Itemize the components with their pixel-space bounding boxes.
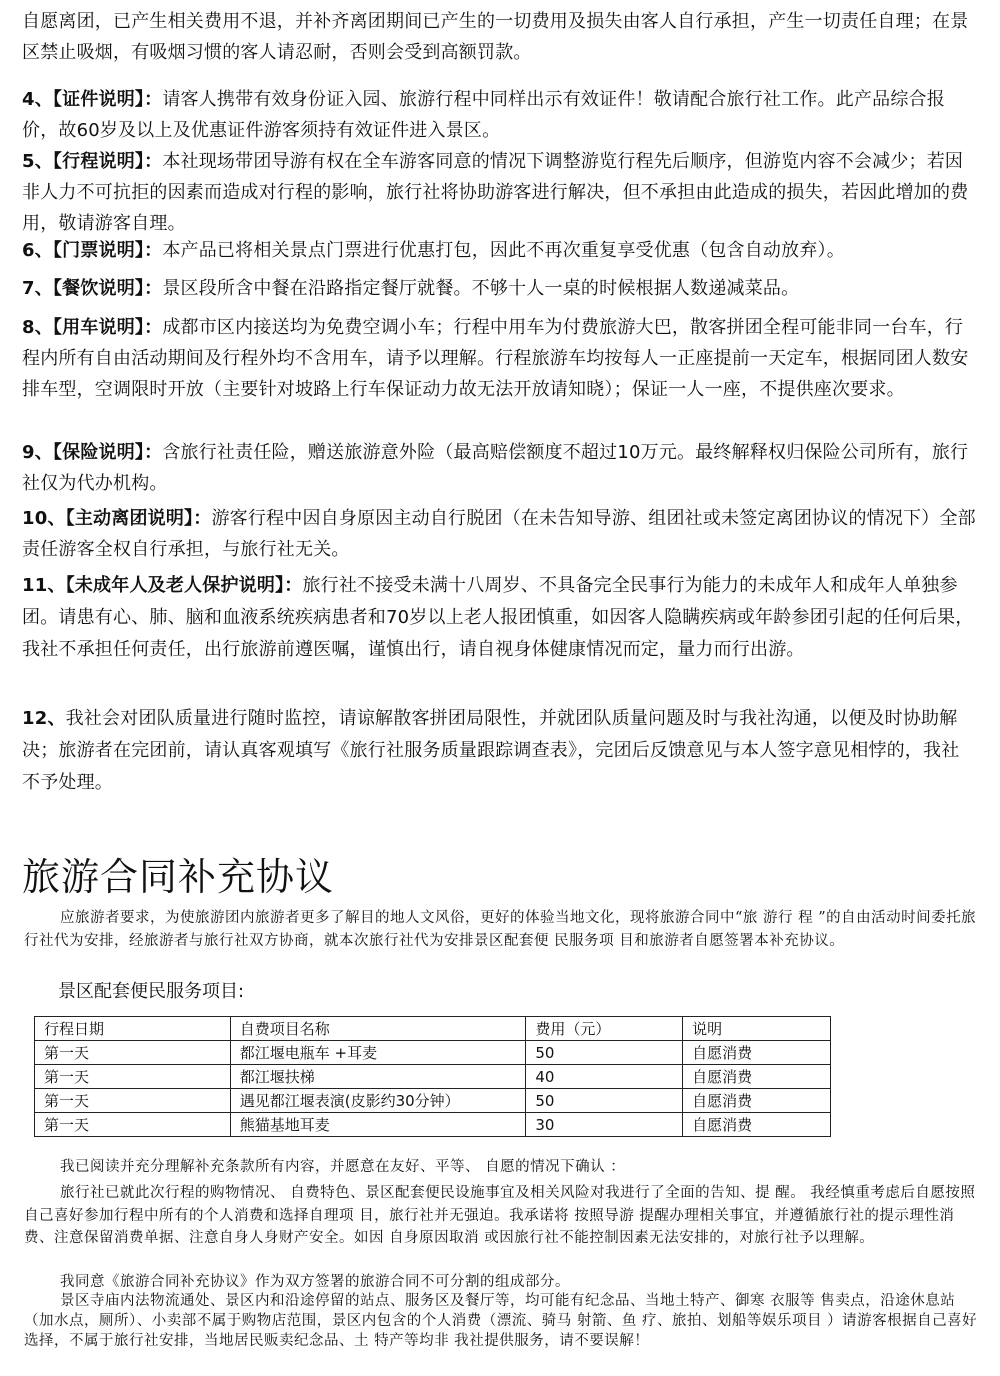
rule-text: 成都市区内接送均为免费空调小车；行程中用车为付费旅游大巴，散客拼团全程可能非同一台车，行程内所有自由活动期间及行程外均不含用车，请予以理解。行程旅游车均按每人一正座提前一天定车，根据同团人数安排车型，空调限时开放（主要针对坡路上行车保证动力故无法开放请知晓）；保证一人一座，不提供座次要求。 bbox=[22, 317, 969, 400]
row-date: 第一天 bbox=[35, 1041, 231, 1065]
header-item: 自费项目名称 bbox=[230, 1017, 526, 1041]
rule-9-insurance bbox=[22, 437, 977, 499]
rule-12-quality bbox=[22, 703, 977, 799]
rule-8-vehicles bbox=[22, 312, 977, 405]
row-item: 遇见都江堰表演(皮影约30分钟） bbox=[230, 1089, 526, 1113]
row-date: 第一天 bbox=[35, 1113, 231, 1137]
rule-text: 含旅行社责任险，赠送旅游意外险（最高赔偿额度不超过10万元。最终解释权归保险公司所有，旅行社仅为代办机构。 bbox=[22, 442, 969, 494]
rule-4-documents bbox=[22, 84, 977, 146]
header-date: 行程日期 bbox=[35, 1017, 231, 1041]
table-row bbox=[35, 1089, 831, 1113]
row-date: 第一天 bbox=[35, 1089, 231, 1113]
rule-6-tickets bbox=[22, 235, 977, 266]
rule-label: 5、【行程说明】： bbox=[22, 151, 163, 172]
row-fee: 40 bbox=[526, 1065, 683, 1089]
row-fee: 30 bbox=[526, 1113, 683, 1137]
row-fee: 50 bbox=[526, 1041, 683, 1065]
table-row bbox=[35, 1113, 831, 1137]
row-fee: 50 bbox=[526, 1089, 683, 1113]
row-item: 都江堰电瓶车 +耳麦 bbox=[230, 1041, 526, 1065]
supplement-intro: 应旅游者要求，为使旅游团内旅游者更多了解目的地人文风俗，更好的体验当地文化，现将旅游合同中“旅 游行 程 ”的自由活动时间委托旅行社代为安排，经旅游者与旅行社双方协商，就本次旅行社代为安排景区配套便 民服务项 目和旅游者自愿签署本补充协议。 bbox=[24, 910, 977, 949]
table-heading: 景区配套便民服务项目: bbox=[58, 981, 245, 1002]
agreement-line: 我同意《旅游合同补充协议》作为双方签署的旅游合同不可分割的组成部分。 bbox=[60, 1274, 570, 1290]
table-row bbox=[35, 1041, 831, 1065]
rule-text: 自愿离团，已产生相关费用不退，并补齐离团期间已产生的一切费用及损失由客人自行承担，产生一切责任自理；在景区禁止吸烟，有吸烟习惯的客人请忍耐，否则会受到高额罚款。 bbox=[22, 11, 969, 63]
rule-label: 12、 bbox=[22, 708, 66, 729]
rule-label: 7、【餐饮说明】： bbox=[22, 278, 163, 299]
rule-text: 旅行社不接受未满十八周岁、不具备完全民事行为能力的未成年人和成年人单独参团。请患有心、肺、脑和血液系统疾病患者和70岁以上老人报团慎重，如因客人隐瞒疾病或年龄参团引起的任何后果，我社不承担任何责任，出行旅游前遵医嘱，谨慎出行，请自视身体健康情况而定，量力而行出游。 bbox=[22, 575, 974, 660]
row-item: 都江堰扶梯 bbox=[230, 1065, 526, 1089]
rule-label: 6、【门票说明】： bbox=[22, 240, 163, 261]
row-date: 第一天 bbox=[35, 1065, 231, 1089]
header-note: 说明 bbox=[683, 1017, 831, 1041]
row-note: 自愿消费 bbox=[683, 1041, 831, 1065]
services-table bbox=[34, 1016, 831, 1137]
rule-label: 10、【主动离团说明】： bbox=[22, 508, 212, 529]
rule-5-itinerary bbox=[22, 146, 977, 239]
rule-text: 我社会对团队质量进行随时监控，请谅解散客拼团局限性，并就团队质量问题及时与我社沟通，以便及时协助解决；旅游者在完团前，请认真客观填写《旅行社服务质量跟踪调查表》，完团后反馈意见与本人签字意见相悖的，我社不予处理。 bbox=[22, 708, 960, 793]
row-note: 自愿消费 bbox=[683, 1113, 831, 1137]
rule-label: 9、【保险说明】： bbox=[22, 442, 163, 463]
table-row bbox=[35, 1065, 831, 1089]
confirmation-line: 我已阅读并充分理解补充条款所有内容，并愿意在友好、平等、 自愿的情况下确认 ： bbox=[60, 1159, 626, 1175]
rule-label: 8、【用车说明】： bbox=[22, 317, 163, 338]
rule-11-minors-elderly bbox=[22, 570, 977, 666]
rule-label: 4、【证件说明】： bbox=[22, 89, 163, 110]
header-fee: 费用（元） bbox=[526, 1017, 683, 1041]
rule-text: 本产品已将相关景点门票进行优惠打包，因此不再次重复享受优惠（包含自动放弃）。 bbox=[162, 240, 845, 261]
row-note: 自愿消费 bbox=[683, 1065, 831, 1089]
rule-10-leaving-group bbox=[22, 503, 977, 565]
rule-7-meals bbox=[22, 273, 977, 304]
rule-text: 景区段所含中餐在沿路指定餐厅就餐。不够十人一桌的时候根据人数递减菜品。 bbox=[162, 278, 800, 299]
table-header-row bbox=[35, 1017, 831, 1041]
supplement-title: 旅游合同补充协议 bbox=[22, 855, 335, 899]
rule-text: 本社现场带团导游有权在全车游客同意的情况下调整游览行程先后顺序，但游览内容不会减少；若因非人力不可抗拒的因素而造成对行程的影响，旅行社将协助游客进行解决，但不承担由此造成的损失，若因此增加的费用，敬请游客自理。 bbox=[22, 151, 969, 234]
row-note: 自愿消费 bbox=[683, 1089, 831, 1113]
statement-paragraph: 旅行社已就此次行程的购物情况、 自费特色、景区配套便民设施事宜及相关风险对我进行了全面的告知、提 醒。 我经慎重考虑后自愿按照自己喜好参加行程中所有的个人消费和选择自理项 目，旅行社并无强迫。我承诺将 按照导游 提醒办理相关事宜，并遵循旅行社的提示理性消费、注意保留消费单据、注意自身人身财产安全。如因 自身原因取消 或因旅行社不能控制因素无法安排的，对旅行社予以理解。 bbox=[24, 1185, 976, 1246]
row-item: 熊猫基地耳麦 bbox=[230, 1113, 526, 1137]
shopping-note: 景区寺庙内法物流通处、景区内和沿途停留的站点、服务区及餐厅等，均可能有纪念品、当地土特产、御寒 衣服等 售卖点，沿途休息站（加水点，厕所）、小卖部不属于购物店范围，景区内包含的个人消费（漂流、骑马 射箭、鱼 疗、旅拍、划船等娱乐项目 ）请游客根据自己喜好选择，不属于旅行社安排，当地居民贩卖纪念品、土 特产等均非 我社提供服务，请不要误解！ bbox=[24, 1293, 978, 1349]
rule-text: 游客行程中因自身原因主动自行脱团（在未告知导游、组团社或未签定离团协议的情况下）全部责任游客全权自行承担，与旅行社无关。 bbox=[22, 508, 976, 560]
rule-text: 请客人携带有效身份证入园、旅游行程中同样出示有效证件！敬请配合旅行社工作。此产品综合报价，故60岁及以上及优惠证件游客须持有效证件进入景区。 bbox=[22, 89, 945, 141]
rule-label: 11、【未成年人及老人保护说明】： bbox=[22, 575, 303, 596]
rule-3-continuation bbox=[22, 6, 977, 68]
